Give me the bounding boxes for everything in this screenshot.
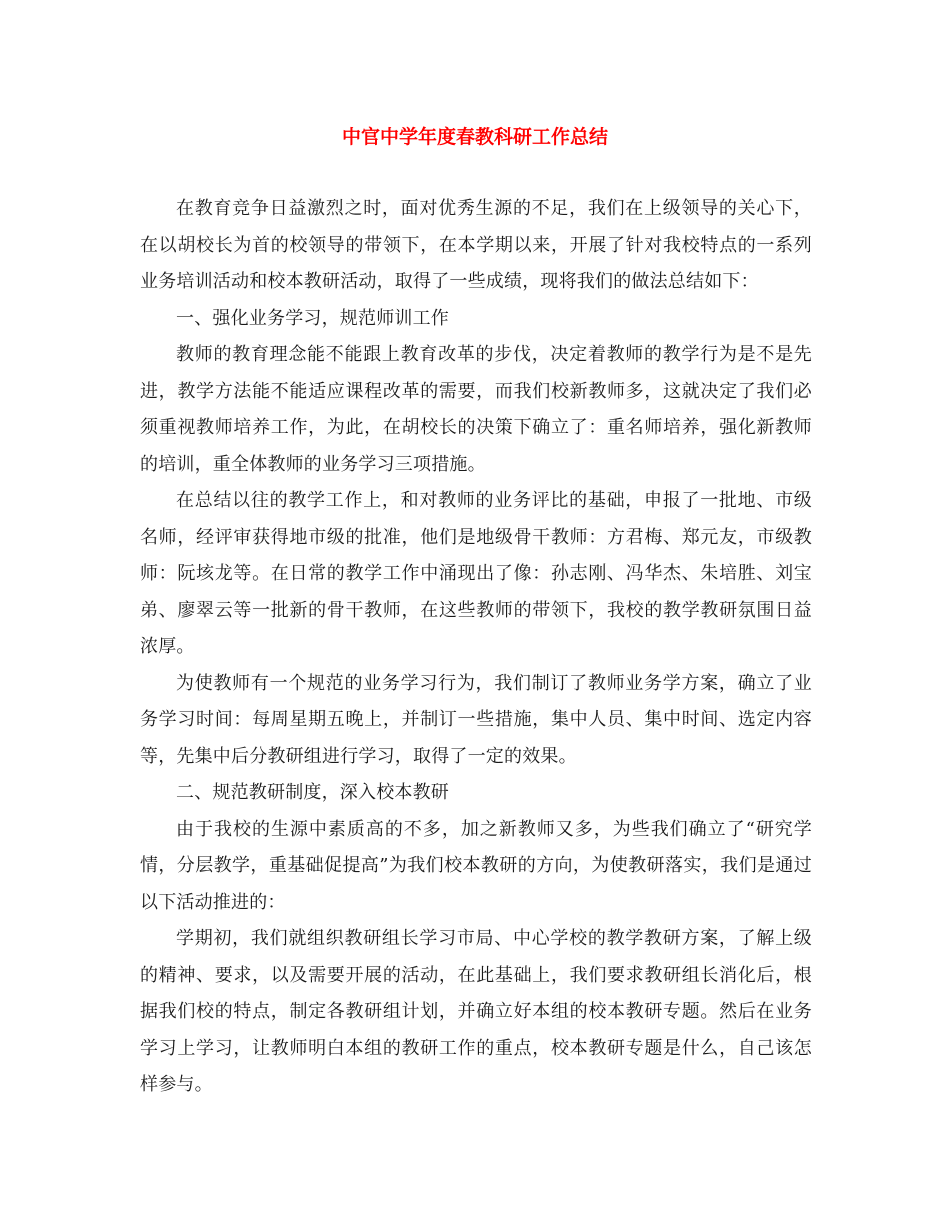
paragraph: 学期初，我们就组织教研组长学习市局、中心学校的教学教研方案，了解上级的精神、要求，以及需要开展的活动，在此基础上，我们要求教研组长消化后，根据我们校的特点，制定各教研组计划，并确立好本组的校本教研专题。然后在业务学习上学习，让教师明白本组的教研工作的重点，校本教研专题是什么，自己该怎样参与。 bbox=[140, 928, 812, 1095]
paragraph: 在总结以往的教学工作上，和对教师的业务评比的基础，申报了一批地、市级名师，经评审获得地市级的批准，他们是地级骨干教师：方君梅、郑元友，市级教师：阮垓龙等。在日常的教学工作中涌现出了像：孙志刚、冯华杰、朱培胜、刘宝弟、廖翠云等一批新的骨干教师，在这些教师的带领下，我校的教学教研氛围日益浓厚。 bbox=[140, 490, 812, 657]
paragraph-intro: 在教育竞争日益激烈之时，面对优秀生源的不足，我们在上级领导的关心下，在以胡校长为首的校领导的带领下，在本学期以来，开展了针对我校特点的一系列业务培训活动和校本教研活动，取得了一些成绩，现将我们的做法总结如下： bbox=[140, 198, 812, 292]
paragraph: 由于我校的生源中素质高的不多，加之新教师又多，为些我们确立了“研究学情，分层教学，重基础促提高”为我们校本教研的方向，为使教研落实，我们是通过以下活动推进的： bbox=[140, 818, 812, 913]
document-body bbox=[140, 191, 812, 1104]
document-title: 中官中学年度春教科研工作总结 bbox=[341, 126, 608, 148]
paragraph: 教师的教育理念能不能跟上教育改革的步伐，决定着教师的教学行为是不是先进，教学方法能不能适应课程改革的需要，而我们校新教师多，这就决定了我们必须重视教师培养工作，为此，在胡校长的决策下确立了：重名师培养，强化新教师的培训，重全体教师的业务学习三项措施。 bbox=[140, 344, 812, 475]
section-heading-1: 一、强化业务学习，规范师训工作 bbox=[176, 307, 449, 329]
paragraph: 为使教师有一个规范的业务学习行为，我们制订了教师业务学方案，确立了业务学习时间：每周星期五晚上，并制订一些措施，集中人员、集中时间、选定内容等，先集中后分教研组进行学习，取得了一定的效果。 bbox=[140, 672, 812, 767]
section-heading-2: 二、规范教研制度，深入校本教研 bbox=[176, 782, 449, 803]
